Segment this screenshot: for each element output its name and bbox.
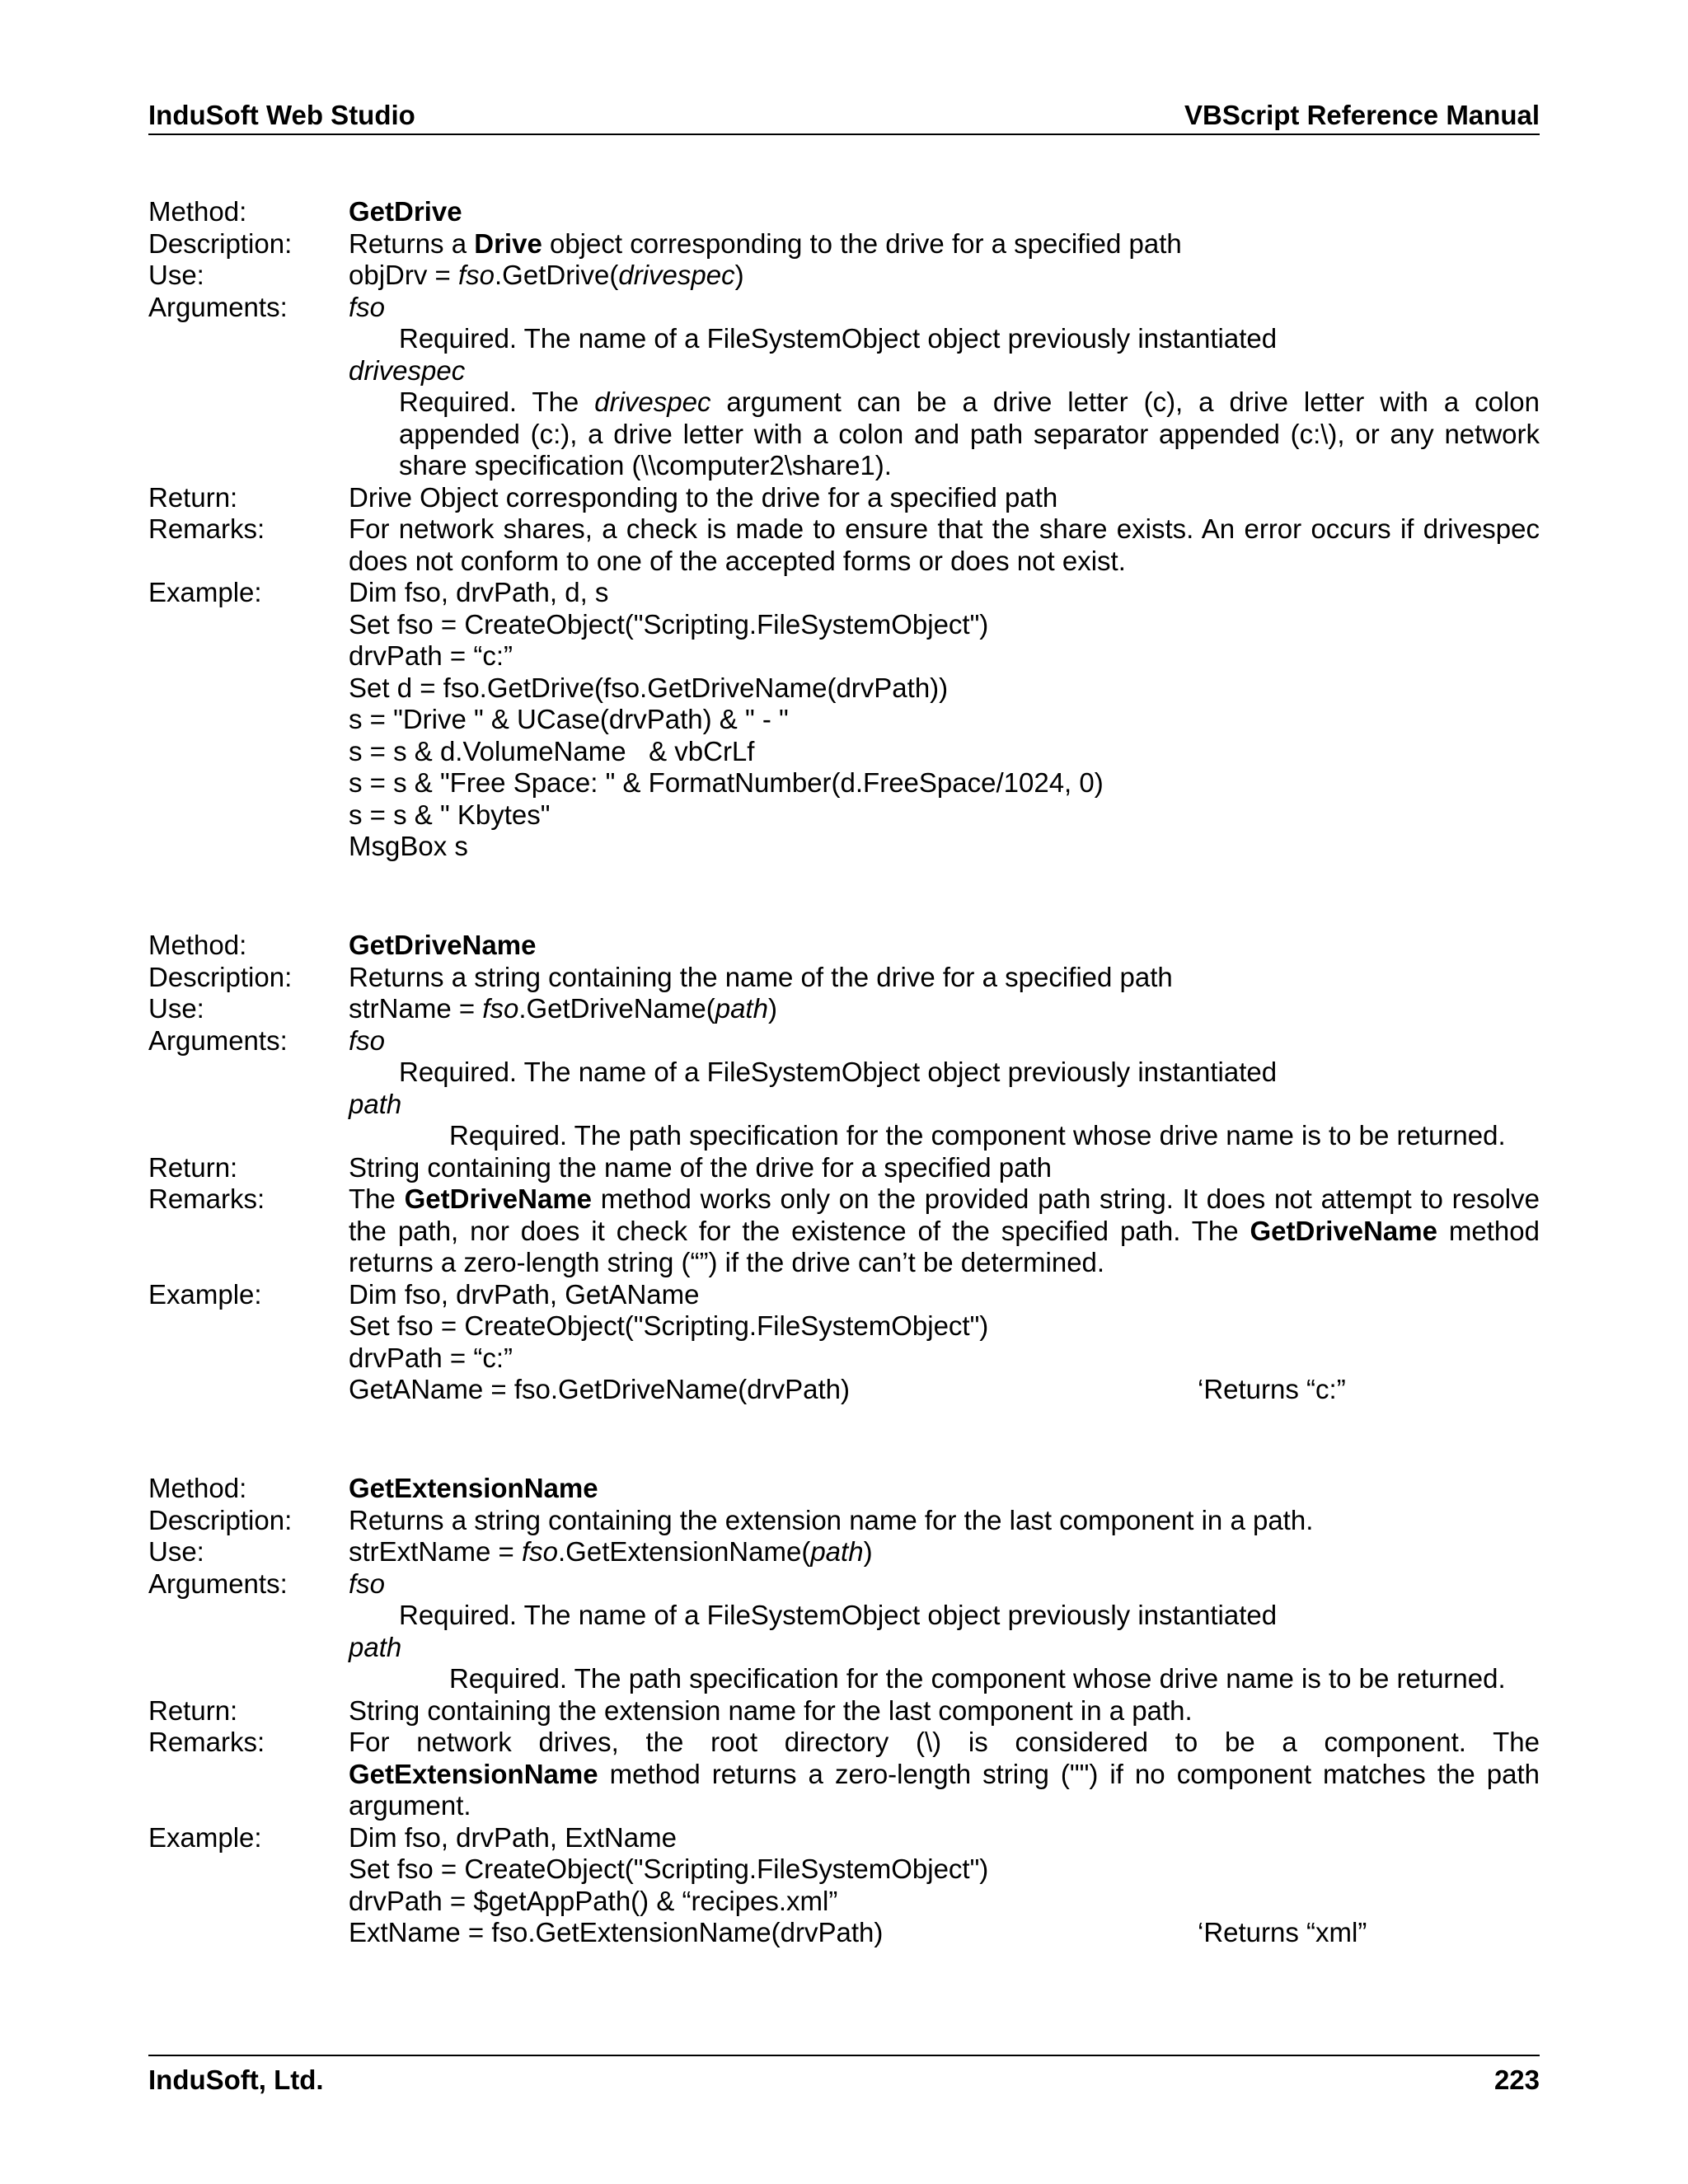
example-label: Example: (148, 577, 262, 607)
code-line: s = s & "Free Space: " & FormatNumber(d.FreeSpace/1024, 0) (349, 767, 1104, 798)
example-label: Example: (148, 1278, 262, 1310)
remarks-text: The GetDriveName method works only on the provided path string. It does not attempt to resolve the path, nor does it check for the existence of the specified path. The GetDriveName method returns a zero-length string (“”) if the drive can’t be determined. (349, 1183, 1540, 1277)
description-text: Returns a string containing the name of the drive for a specified path (349, 961, 1173, 992)
code-line: Dim fso, drvPath, ExtName (349, 1821, 677, 1853)
code-text: GetAName = fso.GetDriveName(drvPath) (349, 1374, 850, 1404)
code-comment: ‘Returns “c:” (1198, 1374, 1346, 1404)
method-name: GetExtensionName (349, 1473, 598, 1503)
use-label: Use: (148, 1536, 204, 1567)
remarks-row (148, 1727, 1540, 1822)
arguments-list (349, 1025, 1540, 1152)
return-text: String containing the name of the drive for a specified path (349, 1151, 1053, 1183)
method-entry-getdrivename (148, 930, 1540, 1406)
return-label: Return: (148, 1151, 238, 1183)
code-line: Dim fso, drvPath, GetAName (349, 1278, 700, 1310)
code-line: s = s & " Kbytes" (349, 799, 551, 830)
return-label: Return: (148, 481, 238, 513)
description-text: Returns a string containing the extension name for the last component in a path. (349, 1504, 1314, 1535)
code-line (349, 1917, 1540, 1949)
method-label: Method: (148, 1473, 247, 1503)
arguments-label: Arguments: (148, 291, 288, 322)
code-comment: ‘Returns “xml” (1198, 1917, 1367, 1947)
argument-name: fso (349, 1024, 386, 1056)
code-line: Dim fso, drvPath, d, s (349, 577, 609, 607)
page-header (148, 97, 1540, 135)
description-label: Description: (148, 961, 293, 992)
arguments-label: Arguments: (148, 1568, 288, 1599)
use-syntax: strExtName = fso.GetExtensionName(path) (349, 1536, 873, 1567)
description-label: Description: (148, 227, 293, 259)
description-row (148, 962, 1540, 994)
argument-description: Required. The path specification for the component whose drive name is to be returned. (449, 1663, 1506, 1694)
method-name: GetDrive (349, 196, 462, 227)
code-line (349, 1374, 1540, 1406)
arguments-label: Arguments: (148, 1024, 288, 1056)
argument-description: Required. The path specification for the component whose drive name is to be returned. (449, 1120, 1506, 1151)
header-product-title: InduSoft Web Studio (148, 100, 415, 130)
arguments-row (148, 1568, 1540, 1695)
return-row (148, 482, 1540, 514)
remarks-label: Remarks: (148, 1183, 265, 1214)
arguments-list (349, 1568, 1540, 1695)
header-manual-title: VBScript Reference Manual (1184, 100, 1540, 130)
return-text: Drive Object corresponding to the drive for a specified path (349, 481, 1058, 513)
page-number: 223 (1493, 2064, 1540, 2095)
remarks-label: Remarks: (148, 1727, 265, 1757)
argument-name: path (349, 1631, 402, 1662)
method-label: Method: (148, 930, 247, 960)
use-row (148, 260, 1540, 292)
description-row (148, 1505, 1540, 1537)
example-row (148, 577, 1540, 863)
method-row (148, 196, 1540, 228)
use-label: Use: (148, 993, 204, 1024)
use-row (148, 993, 1540, 1025)
arguments-row (148, 292, 1540, 482)
use-row (148, 1536, 1540, 1568)
page-footer (148, 2055, 1540, 2094)
return-row (148, 1695, 1540, 1727)
code-text: ExtName = fso.GetExtensionName(drvPath) (349, 1917, 884, 1947)
example-row (148, 1279, 1540, 1406)
method-entry-getextensionname (148, 1473, 1540, 1949)
use-syntax: objDrv = fso.GetDrive(drivespec) (349, 260, 744, 290)
argument-name: drivespec (349, 354, 466, 386)
use-syntax: strName = fso.GetDriveName(path) (349, 993, 777, 1024)
use-label: Use: (148, 260, 204, 290)
example-code (349, 1279, 1540, 1406)
return-text: String containing the extension name for the last component in a path. (349, 1694, 1193, 1726)
argument-description: Required. The drivespec argument can be a drive letter (c), a drive letter with a colon appended (c:), a drive letter with a colon and path separator appended (c:\), or any network share specification (\\computer2\share1). (399, 387, 1540, 480)
argument-name: fso (349, 1568, 386, 1599)
remarks-label: Remarks: (148, 513, 265, 544)
remarks-row (148, 1183, 1540, 1279)
method-label: Method: (148, 196, 247, 227)
arguments-row (148, 1025, 1540, 1152)
method-row (148, 1473, 1540, 1505)
argument-name: fso (349, 291, 386, 322)
return-label: Return: (148, 1694, 238, 1726)
method-entry-getdrive (148, 196, 1540, 863)
argument-description: Required. The name of a FileSystemObject object previously instantiated (399, 323, 1278, 354)
code-line: s = "Drive " & UCase(drvPath) & " - " (349, 704, 789, 734)
argument-description: Required. The name of a FileSystemObject object previously instantiated (399, 1600, 1278, 1630)
example-label: Example: (148, 1821, 262, 1853)
footer-company: InduSoft, Ltd. (148, 2064, 324, 2095)
code-line: drvPath = “c:” (349, 640, 513, 671)
arguments-list (349, 292, 1540, 482)
description-row (148, 228, 1540, 260)
code-line: drvPath = “c:” (349, 1342, 513, 1373)
example-code (349, 577, 1540, 863)
example-row (148, 1822, 1540, 1949)
method-row (148, 930, 1540, 962)
remarks-text: For network drives, the root directory (\) is considered to be a component. The GetExtensionName method returns a zero-length string ("") if no component matches the path argument. (349, 1727, 1540, 1821)
code-line: drvPath = $getAppPath() & “recipes.xml” (349, 1885, 838, 1916)
code-line: Set fso = CreateObject("Scripting.FileSystemObject") (349, 608, 989, 640)
argument-description: Required. The name of a FileSystemObject object previously instantiated (399, 1057, 1278, 1087)
code-line: MsgBox s (349, 831, 468, 861)
return-row (148, 1152, 1540, 1184)
description-label: Description: (148, 1504, 293, 1535)
example-code (349, 1822, 1540, 1949)
description-text: Returns a Drive object corresponding to the drive for a specified path (349, 227, 1182, 259)
code-line: Set fso = CreateObject("Scripting.FileSystemObject") (349, 1310, 989, 1341)
remarks-row (148, 513, 1540, 577)
code-line: s = s & d.VolumeName & vbCrLf (349, 735, 755, 766)
method-name: GetDriveName (349, 930, 537, 960)
code-line: Set d = fso.GetDrive(fso.GetDriveName(drvPath)) (349, 672, 949, 703)
code-line: Set fso = CreateObject("Scripting.FileSystemObject") (349, 1854, 989, 1884)
remarks-text: For network shares, a check is made to ensure that the share exists. An error occurs if drivespec does not conform to one of the accepted forms or does not exist. (349, 513, 1540, 576)
argument-name: path (349, 1088, 402, 1119)
